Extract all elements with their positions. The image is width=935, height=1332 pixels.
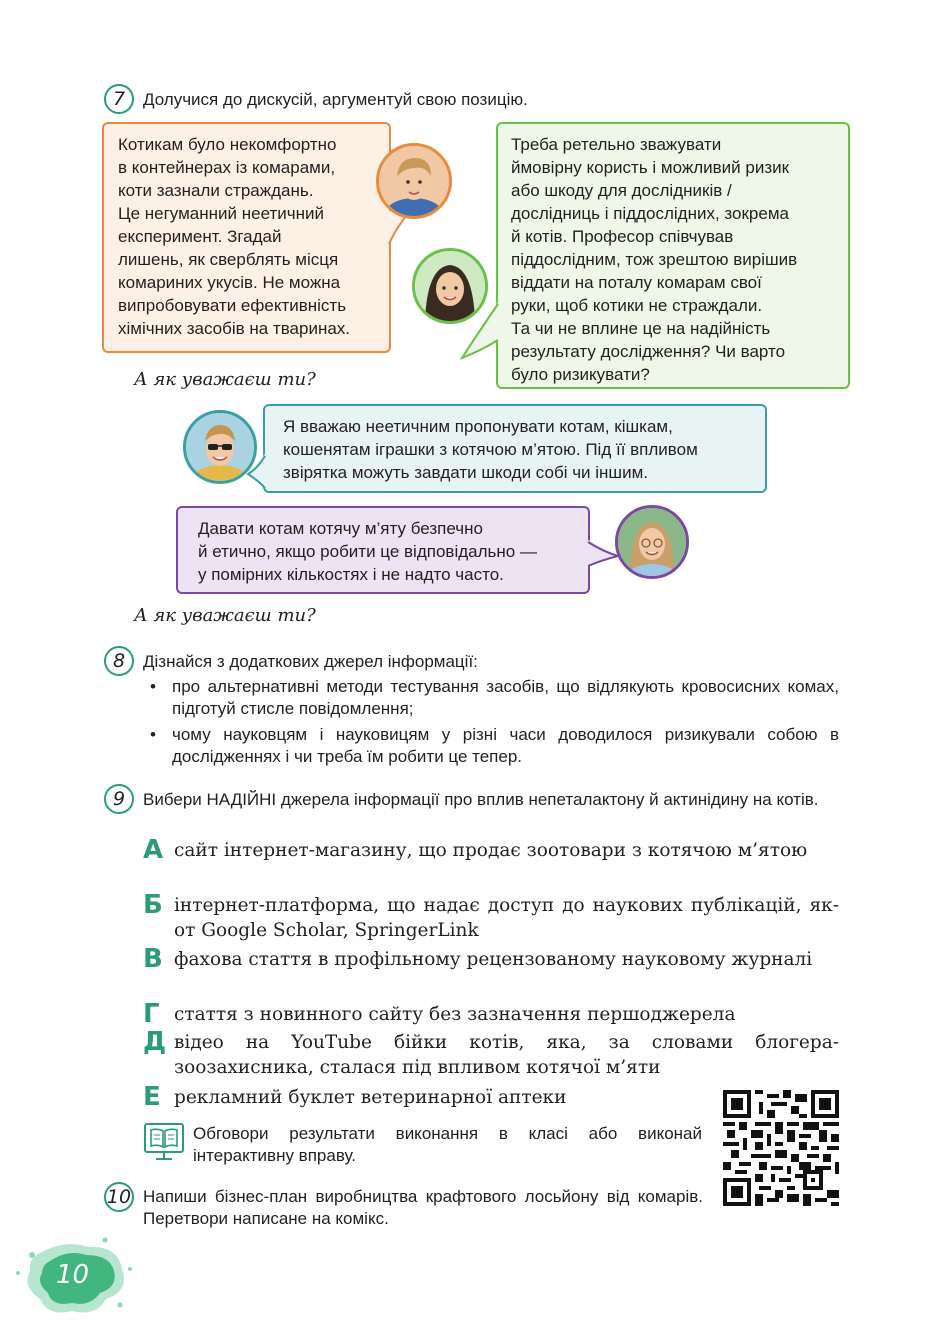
bubble-line: руки, щоб котики не страждали.: [511, 296, 763, 315]
bubble-line: випробовувати ефективність: [118, 296, 347, 315]
bubble-line: кошенятам іграшки з котячою м’ятою. Під її впливом: [283, 440, 698, 459]
task-9-number: 9: [104, 784, 134, 814]
bubble-line: й етично, якщо робити це відповідально —: [198, 542, 537, 561]
task-9-instruction: Вибери НАДІЙНІ джерела інформації про вплив непеталактону й актинідину на котів.: [143, 790, 819, 809]
option-letter: Д: [143, 1027, 167, 1057]
bubble-line: ймовірну користь і можливий ризик: [511, 158, 790, 177]
opinion-bubble-green: [496, 122, 850, 389]
page-number: 10: [56, 1260, 90, 1290]
option-text: фахова стаття в профільному рецензованому науковому журналі: [174, 949, 813, 970]
task-10-instruction: Напиши бізнес-план виробництва крафтового лосьйону від комарів. Перетвори написане на комікс.: [143, 1187, 703, 1228]
bubble-line: результату дослідження? Чи варто: [511, 342, 786, 361]
bubble-line: у помірних кількостях і не надто часто.: [198, 565, 504, 584]
option-text: інтернет-платформа, що надає доступ до наукових публікацій, як-от Google Scholar, SpringerLink: [174, 895, 839, 941]
opinion-bubble-teal: [263, 404, 767, 493]
option-letter: А: [143, 835, 164, 865]
bubble-line: Котикам було некомфортно: [118, 135, 337, 154]
task-10-number: 10: [104, 1182, 134, 1212]
list-item: • про альтернативні методи тестування засобів, що відлякують кровосисних комах, підготуй стисле повідомлення;: [147, 676, 839, 720]
bubble-line: експеримент. Згадай: [118, 227, 282, 246]
list-item: • чому науковцям і науковицям у різні часи доводилося ризикували собою в дослідженнях і чи треба їм робити це тепер.: [147, 724, 839, 768]
bubble-line: хімічних засобів на тваринах.: [118, 319, 351, 338]
bubble-line: або шкоду для дослідників /: [511, 181, 732, 200]
opinion-bubble-orange: [102, 122, 391, 353]
option-letter: Г: [143, 999, 160, 1029]
bubble-line: було ризикувати?: [511, 365, 650, 384]
book-screen-icon: [143, 1120, 187, 1164]
option-text: сайт інтернет-магазину, що продає зоотовари з котячою м’ятою: [174, 840, 808, 861]
option-letter: Б: [143, 890, 163, 920]
question-how-you-think-1: А як уважаєш ти?: [134, 369, 316, 390]
task-8-instruction: Дізнайся з додаткових джерел інформації:: [143, 652, 478, 671]
bubble-line: віддати на поталу комарам свої: [511, 273, 762, 292]
bubble-line: Та чи не вплине це на надійність: [511, 319, 771, 338]
task-7-instruction: Долучися до дискусій, аргументуй свою позицію.: [143, 90, 528, 109]
bubble-line: коти зазнали страждань.: [118, 181, 314, 200]
bubble-line: в контейнерах із комарами,: [118, 158, 336, 177]
avatar-boy-sunglasses: [183, 410, 257, 484]
task-8-list: [147, 676, 839, 772]
avatar-boy-blond: [376, 143, 452, 219]
bubble-line: лишень, як сверблять місця: [118, 250, 339, 269]
discuss-instruction: Обговори результати виконання в класі або виконай інтерактивну вправу.: [193, 1124, 702, 1165]
bubble-line: звірятка можуть завдати шкоди собі чи іншим.: [283, 463, 648, 482]
question-how-you-think-2: А як уважаєш ти?: [134, 605, 316, 626]
bubble-line: піддослідним, тож зрештою вирішив: [511, 250, 798, 269]
avatar-girl-dark-hair: [412, 248, 488, 324]
option-letter: В: [143, 944, 163, 974]
bubble-line: Треба ретельно зважувати: [511, 135, 722, 154]
bubble-line: й котів. Професор співчував: [511, 227, 734, 246]
option-text: стаття з новинного сайту без зазначення першоджерела: [174, 1004, 736, 1025]
opinion-bubble-purple: [176, 506, 590, 594]
task-8-number: 8: [104, 646, 134, 676]
bubble-line: дослідниць і піддослідних, зокрема: [511, 204, 789, 223]
bubble-line: Давати котам котячу м’яту безпечно: [198, 519, 483, 538]
option-text: рекламний буклет ветеринарної аптеки: [174, 1087, 567, 1108]
bubble-line: комариних укусів. Не можна: [118, 273, 341, 292]
bubble-line: Я вважаю неетичним пропонувати котам, кішкам,: [283, 417, 673, 436]
avatar-girl-glasses: [615, 505, 689, 579]
task-7-number: 7: [104, 84, 134, 114]
qr-code[interactable]: [722, 1090, 840, 1206]
bubble-line: Це негуманний неетичний: [118, 204, 324, 223]
option-letter: Е: [143, 1082, 161, 1112]
option-text: відео на YouTube бійки котів, яка, за словами блогера-зоозахисника, сталася під впливом котячої м’яти: [174, 1032, 839, 1078]
